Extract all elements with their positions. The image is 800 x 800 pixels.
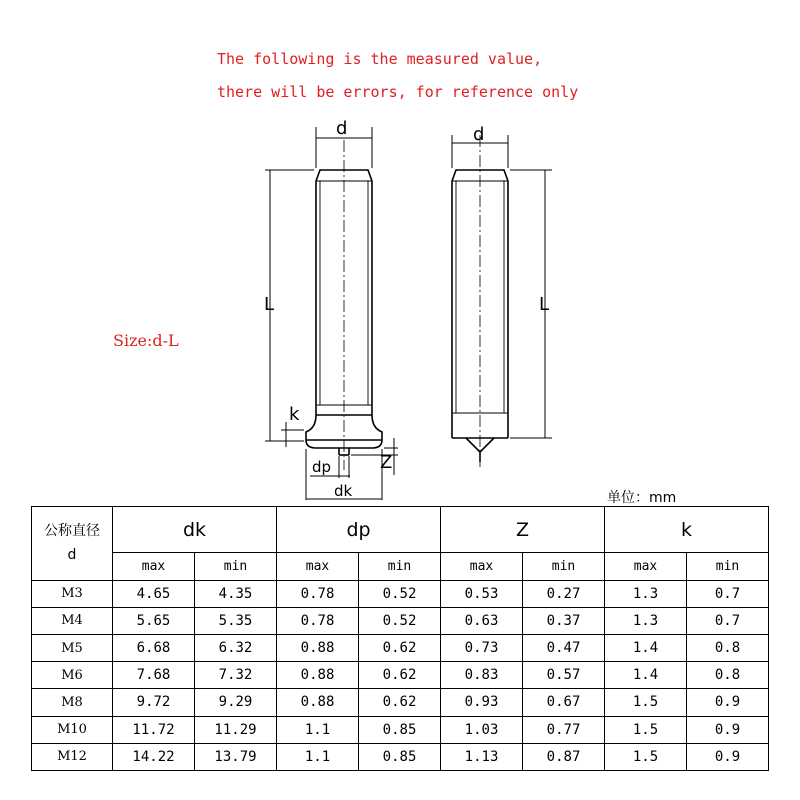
cell-dk-max: 7.68 [113,662,195,689]
cell-dp-min: 0.85 [359,716,441,743]
subheader-k-min: min [687,553,769,580]
cell-z-max: 0.53 [441,580,523,607]
cell-z-min: 0.57 [523,662,605,689]
label-dk: dk [334,482,353,500]
row-size: M6 [32,662,113,689]
label-Z: Z [380,452,393,473]
cell-dk-min: 6.32 [195,634,277,661]
cell-dp-max: 1.1 [277,743,359,770]
row-size: M4 [32,607,113,634]
cell-dk-max: 6.68 [113,634,195,661]
subheader-z-min: min [523,553,605,580]
cell-k-min: 0.8 [687,662,769,689]
table-row [32,716,769,743]
cell-k-max: 1.3 [605,607,687,634]
row-size: M12 [32,743,113,770]
left-dim-k-lines [281,422,304,447]
cell-dp-max: 0.78 [277,580,359,607]
cell-k-min: 0.9 [687,689,769,716]
table-row [32,662,769,689]
table-subheader-row [32,553,769,580]
cell-dp-min: 0.52 [359,580,441,607]
cell-z-min: 0.77 [523,716,605,743]
group-header-dk: dk [113,507,277,553]
cell-z-max: 0.63 [441,607,523,634]
cell-z-min: 0.37 [523,607,605,634]
cell-dp-max: 0.78 [277,607,359,634]
row-size: M8 [32,689,113,716]
dimension-spec-table [31,506,769,771]
cell-k-min: 0.7 [687,607,769,634]
left-label-L: L [264,294,275,315]
right-label-d: d [473,124,485,145]
cell-z-max: 1.13 [441,743,523,770]
label-dp: dp [312,458,332,476]
table-row [32,743,769,770]
cell-k-max: 1.5 [605,689,687,716]
cell-k-min: 0.9 [687,743,769,770]
nominal-diameter-header [32,507,113,581]
cell-dp-min: 0.62 [359,662,441,689]
cell-dp-min: 0.62 [359,689,441,716]
cell-z-min: 0.47 [523,634,605,661]
group-header-k: k [605,507,769,553]
cell-z-max: 1.03 [441,716,523,743]
left-label-d: d [336,118,348,139]
left-stud-outline [306,170,382,455]
cell-dp-max: 1.1 [277,716,359,743]
cell-k-max: 1.5 [605,716,687,743]
cell-dk-min: 13.79 [195,743,277,770]
cell-dp-min: 0.62 [359,634,441,661]
cell-dk-max: 5.65 [113,607,195,634]
cell-dk-max: 9.72 [113,689,195,716]
cell-dp-min: 0.85 [359,743,441,770]
table-row [32,689,769,716]
cell-k-min: 0.7 [687,580,769,607]
cell-dp-max: 0.88 [277,689,359,716]
subheader-k-max: max [605,553,687,580]
cell-z-min: 0.87 [523,743,605,770]
cell-k-max: 1.5 [605,743,687,770]
cell-dk-min: 7.32 [195,662,277,689]
subheader-dp-max: max [277,553,359,580]
label-k: k [289,404,300,425]
reference-note-line-1: The following is the measured value, [217,50,543,68]
cell-k-max: 1.3 [605,580,687,607]
cell-k-min: 0.9 [687,716,769,743]
nominal-diameter-header-line1: 公称直径 [44,523,100,540]
subheader-dp-min: min [359,553,441,580]
unit-label: 单位：mm [607,490,677,506]
table-group-header-row [32,507,769,553]
cell-dk-min: 5.35 [195,607,277,634]
cell-z-max: 0.83 [441,662,523,689]
cell-dp-min: 0.52 [359,607,441,634]
right-label-L: L [539,294,550,315]
row-size: M10 [32,716,113,743]
cell-dk-max: 4.65 [113,580,195,607]
row-size: M3 [32,580,113,607]
table-row [32,607,769,634]
cell-k-max: 1.4 [605,662,687,689]
cell-dk-min: 11.29 [195,716,277,743]
subheader-dk-max: max [113,553,195,580]
table-row [32,634,769,661]
group-header-dp: dp [277,507,441,553]
cell-dk-min: 4.35 [195,580,277,607]
subheader-dk-min: min [195,553,277,580]
row-size: M5 [32,634,113,661]
cell-z-max: 0.73 [441,634,523,661]
subheader-z-max: max [441,553,523,580]
size-format-label: Size:d-L [113,331,179,350]
nominal-diameter-header-line2: d [67,547,77,564]
reference-note-line-2: there will be errors, for reference only [217,83,579,101]
group-header-Z: Z [441,507,605,553]
cell-dk-min: 9.29 [195,689,277,716]
table-row [32,580,769,607]
cell-dk-max: 14.22 [113,743,195,770]
cell-dp-max: 0.88 [277,634,359,661]
cell-z-min: 0.27 [523,580,605,607]
cell-z-max: 0.93 [441,689,523,716]
cell-z-min: 0.67 [523,689,605,716]
cell-dp-max: 0.88 [277,662,359,689]
cell-dk-max: 11.72 [113,716,195,743]
cell-k-min: 0.8 [687,634,769,661]
cell-k-max: 1.4 [605,634,687,661]
